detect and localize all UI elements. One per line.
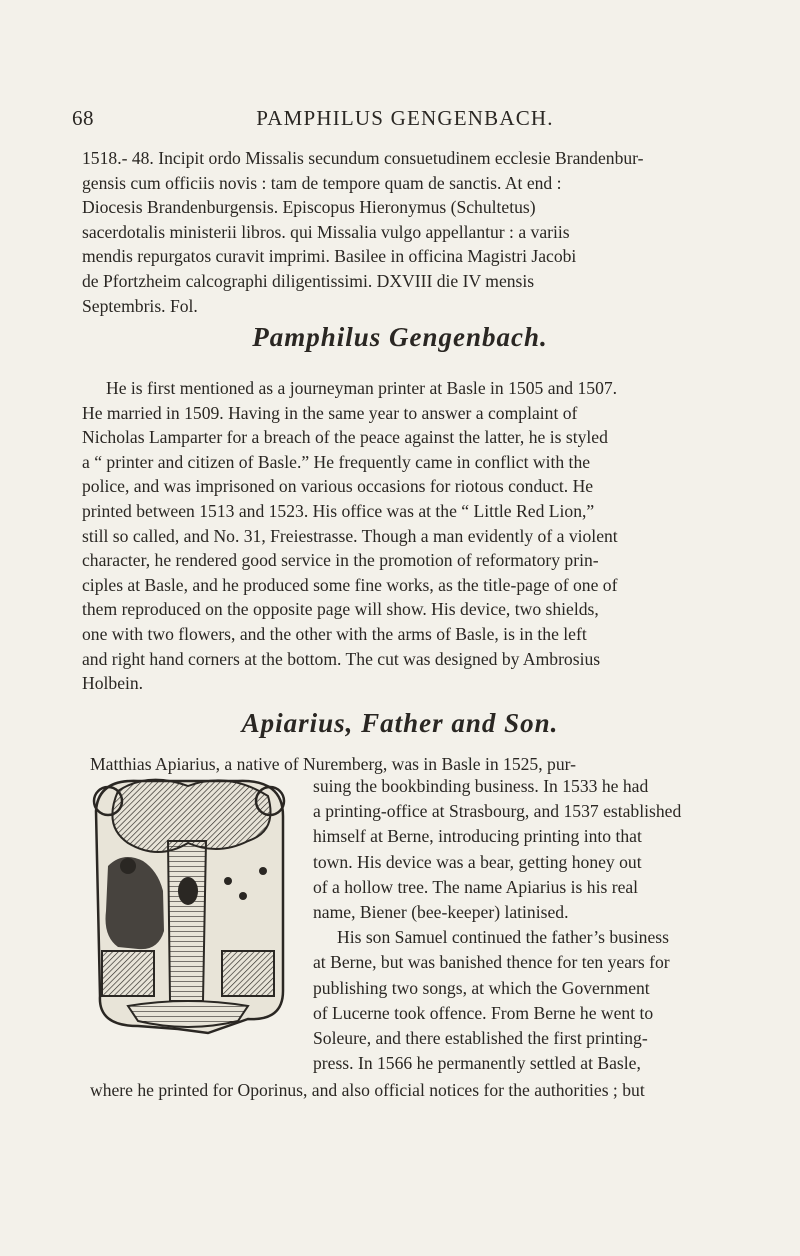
column-line: a printing-office at Strasbourg, and 1537 established bbox=[313, 801, 682, 822]
section-heading-apiarius: Apiarius, Father and Son. bbox=[241, 708, 559, 738]
column-line: suing the bookbinding business. In 1533 he had bbox=[313, 776, 649, 796]
column-line: His son Samuel continued the father’s business bbox=[337, 927, 669, 948]
column-line: Soleure, and there established the first printing- bbox=[313, 1028, 648, 1049]
column-line: publishing two songs, at which the Government bbox=[313, 977, 650, 998]
column-line: of Lucerne took offence. From Berne he went to bbox=[313, 1002, 654, 1023]
body-line: where he printed for Oporinus, and also official notices for the authorities ; but bbox=[90, 1080, 645, 1100]
apiarius-last-line bbox=[82, 1078, 739, 1103]
woodcut-device-icon bbox=[78, 771, 298, 1039]
entry-line: Septembris. Fol. bbox=[82, 295, 198, 316]
body-line: character, he rendered good service in the promotion of reformatory prin- bbox=[82, 550, 599, 571]
column-line: press. In 1566 he permanently settled at Basle, bbox=[313, 1053, 641, 1074]
body-line: printed between 1513 and 1523. His office was at the “ Little Red Lion,” bbox=[82, 500, 595, 521]
body-line: police, and was imprisoned on various occasions for riotous conduct. He bbox=[82, 476, 594, 497]
body-line: still so called, and No. 31, Freiestrasse. Though a man evidently of a violent bbox=[82, 525, 618, 546]
body-line: ciples at Basle, and he produced some fine works, as the title-page of one of bbox=[82, 574, 618, 595]
body-line: them reproduced on the opposite page will show. His device, two shields, bbox=[82, 599, 599, 620]
entry-line: sacerdotalis ministerii libros. qui Missalia vulgo appellantur : a variis bbox=[82, 221, 570, 242]
running-head: PAMPHILUS GENGENBACH. bbox=[256, 106, 554, 130]
column-line: himself at Berne, introducing printing into that bbox=[313, 826, 642, 847]
body-line: Matthias Apiarius, a native of Nuremberg, was in Basle in 1525, pur- bbox=[90, 754, 576, 774]
body-line: He is first mentioned as a journeyman printer at Basle in 1505 and 1507. bbox=[106, 378, 618, 398]
column-line: name, Biener (bee-keeper) latinised. bbox=[313, 902, 569, 923]
entry-line: 1518.- 48. Incipit ordo Missalis secundum consuetudinem ecclesie Brandenbur- bbox=[82, 148, 644, 168]
page-number: 68 bbox=[72, 106, 94, 130]
body-line: a “ printer and citizen of Basle.” He frequently came in conflict with the bbox=[82, 451, 591, 472]
body-line: He married in 1509. Having in the same year to answer a complaint of bbox=[82, 402, 578, 423]
page-header bbox=[72, 106, 738, 136]
column-line: of a hollow tree. The name Apiarius is his real bbox=[313, 876, 639, 897]
column-line: town. His device was a bear, getting honey out bbox=[313, 851, 642, 872]
apiarius-column-text bbox=[313, 774, 739, 1076]
entry-line: gensis cum officiis novis : tam de tempore quam de sanctis. At end : bbox=[82, 172, 562, 193]
body-line: one with two flowers, and the other with the arms of Basle, is in the left bbox=[82, 623, 587, 644]
entry-line: mendis repurgatos curavit imprimi. Basilee in officina Magistri Jacobi bbox=[82, 246, 577, 267]
column-line: at Berne, but was banished thence for ten years for bbox=[313, 952, 670, 973]
section-heading-gengenbach: Pamphilus Gengenbach. bbox=[252, 322, 548, 352]
body-line: and right hand corners at the bottom. The cut was designed by Ambrosius bbox=[82, 648, 601, 669]
body-line: Holbein. bbox=[82, 673, 144, 694]
bibliographic-entry bbox=[82, 146, 739, 318]
gengenbach-paragraph bbox=[82, 376, 739, 696]
entry-line: de Pfortzheim calcographi diligentissimi. DXVIII die IV mensis bbox=[82, 270, 535, 291]
entry-line: Diocesis Brandenburgensis. Episcopus Hieronymus (Schultetus) bbox=[82, 197, 536, 218]
body-line: Nicholas Lamparter for a breach of the peace against the latter, he is styled bbox=[82, 427, 608, 448]
